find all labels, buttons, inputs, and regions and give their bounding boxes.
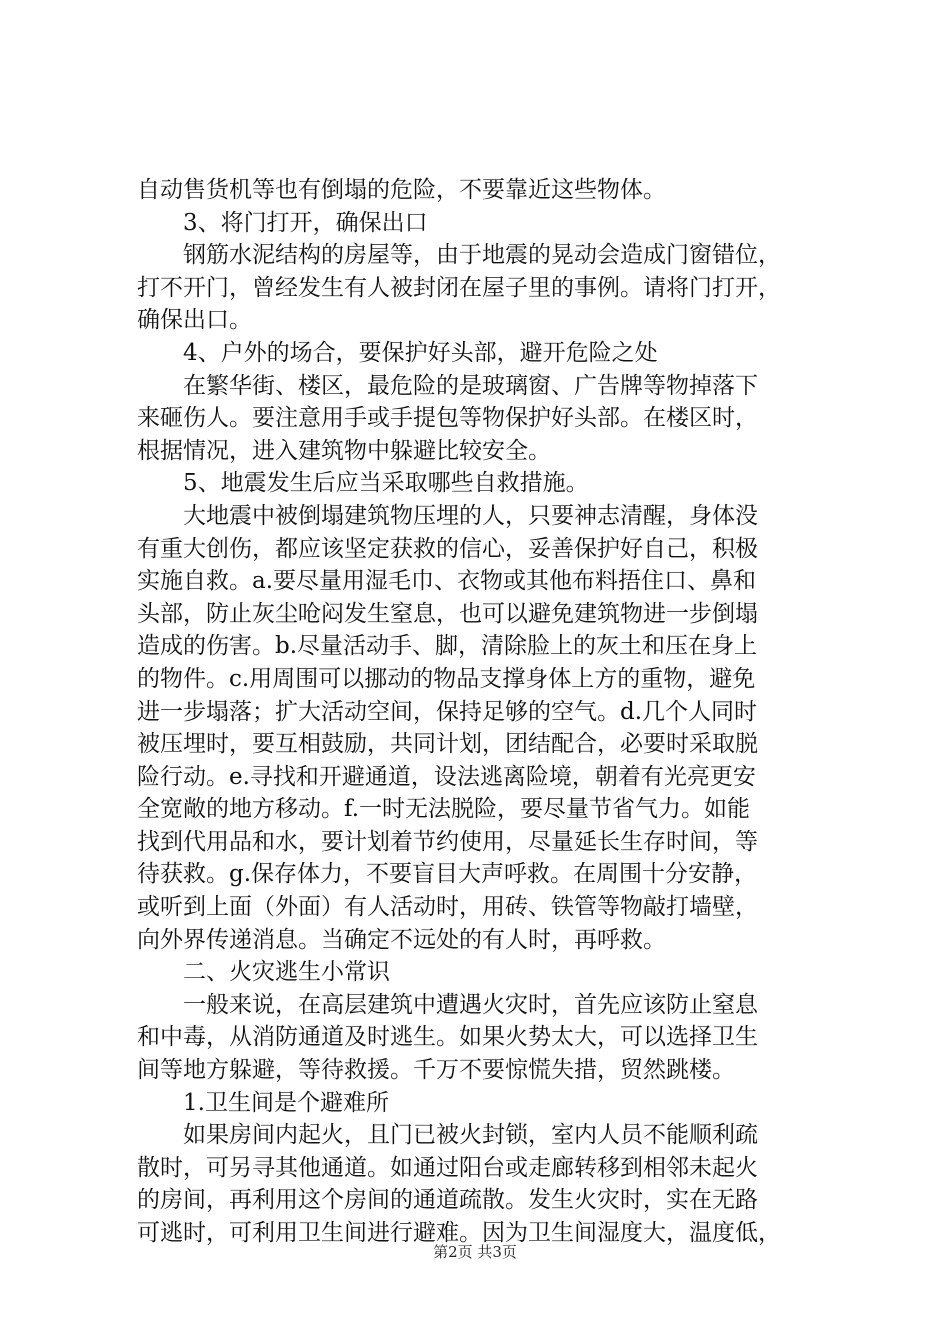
text-line: 待获救。g.保存体力，不要盲目大声呼救。在周围十分安静， [137,861,758,888]
text-line: 可逃时，可利用卫生间进行避难。因为卫生间湿度大，温度低， [137,1220,781,1246]
text-line: 打不开门，曾经发生有人被封闭在屋子里的事例。请将门打开， [137,274,781,301]
text-line: 找到代用品和水，要计划着节约使用，尽量延长生存时间，等 [137,828,758,855]
text-line: 根据情况，进入建筑物中躲避比较安全。 [137,437,551,464]
text-line: 向外界传递消息。当确定不远处的有人时，再呼救。 [137,926,666,953]
text-line: 全宽敞的地方移动。f.一时无法脱险，要尽量节省气力。如能 [137,796,751,823]
text-line: 实施自救。a.要尽量用湿毛巾、衣物或其他布料捂住口、鼻和 [137,568,757,595]
text-line: 有重大创伤，都应该坚定获救的信心，妥善保护好自己，积极 [137,535,758,562]
text-line: 造成的伤害。b.尽量活动手、脚，清除脸上的灰土和压在身上 [137,633,758,660]
text-line: 进一步塌落；扩大活动空间，保持足够的空气。d.几个人同时 [137,698,758,725]
text-line: 头部，防止灰尘呛闷发生窒息，也可以避免建筑物进一步倒塌 [137,600,758,627]
text-line: 被压埋时，要互相鼓励，共同计划，团结配合，必要时采取脱 [137,731,758,758]
text-line: 或听到上面（外面）有人活动时，用砖、铁管等物敲打墙壁， [137,894,758,921]
text-line: 大地震中被倒塌建筑物压埋的人，只要神志清醒，身体没 [137,502,758,529]
text-line: 一般来说，在高层建筑中遭遇火灾时，首先应该防止窒息 [137,991,758,1018]
text-line: 的物件。c.用周围可以挪动的物品支撑身体上方的重物，避免 [137,665,756,692]
text-line: 和中毒，从消防通道及时逃生。如果火势太大，可以选择卫生 [137,1024,758,1051]
text-line: 在繁华街、楼区，最危险的是玻璃窗、广告牌等物掉落下 [137,372,758,399]
document-body [137,174,845,1250]
section-heading: 二、火灾逃生小常识 [137,959,390,986]
text-line: 间等地方躲避，等待救援。千万不要惊慌失措，贸然跳楼。 [137,1057,735,1084]
text-line: 如果房间内起火，且门已被火封锁，室内人员不能顺利疏 [137,1122,758,1149]
text-line: 散时，可另寻其他通道。如通过阳台或走廊转移到相邻未起火 [137,1154,758,1181]
text-line: 险行动。e.寻找和开避通道，设法逃离险境，朝着有光亮更安 [137,763,756,790]
section-heading: 4、户外的场合，要保护好头部，避开危险之处 [137,339,658,366]
section-heading: 1.卫生间是个避难所 [137,1089,389,1116]
section-heading: 3、将门打开，确保出口 [137,209,428,236]
text-line: 的房间，再利用这个房间的通道疏散。发生火灾时，实在无路 [137,1187,758,1214]
text-line: 自动售货机等也有倒塌的危险，不要靠近这些物体。 [137,177,666,203]
section-heading: 5、地震发生后应当采取哪些自救措施。 [137,470,589,497]
text-line: 确保出口。 [137,307,252,334]
page-number: 第2页 共3页 [433,1243,517,1261]
text-line: 来砸伤人。要注意用手或手提包等物保护好头部。在楼区时， [137,405,758,432]
text-line: 钢筋水泥结构的房屋等，由于地震的晃动会造成门窗错位， [137,242,781,269]
